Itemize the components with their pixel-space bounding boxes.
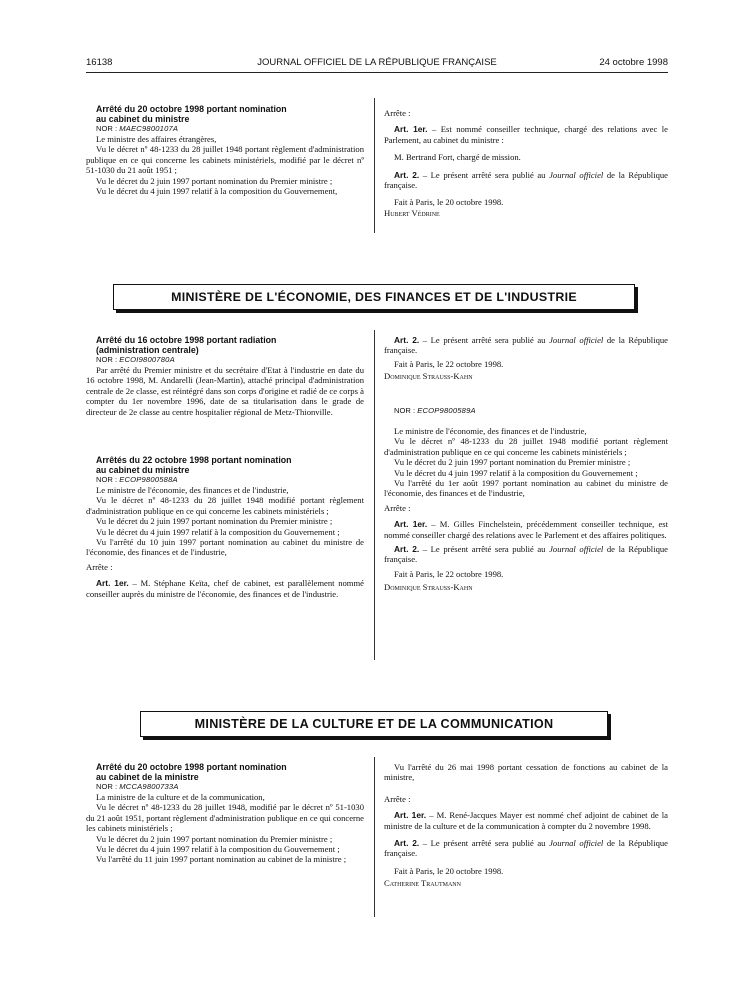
article-2: Art. 2. – Le présent arrêté sera publié au Journal officiel de la République française. (384, 838, 668, 859)
article-label: Art. 1er. (394, 519, 428, 530)
article-label: Art. 1er. (394, 124, 428, 135)
paragraph: Vu le décret du 4 juin 1997 relatif à la composition du Gouvernement ; (96, 526, 340, 537)
article-label: Art. 1er. (96, 578, 129, 589)
arrete-title: au cabinet de la ministre (96, 772, 199, 782)
section3-right-column (384, 335, 668, 381)
paragraph: Vu le décret du 2 juin 1997 portant nomination du Premier ministre ; (96, 516, 333, 527)
signature: Hubert Védrine (384, 207, 440, 218)
paragraph: Vu le décret du 4 juin 1997 relatif à la composition du Gouvernement ; (96, 844, 340, 855)
journal-title: JOURNAL OFFICIEL DE LA RÉPUBLIQUE FRANÇAISE (257, 57, 497, 68)
nor-reference: NOR : MCCA9800733A (96, 782, 179, 791)
paragraph: Vu le décret du 2 juin 1997 portant nomination du Premier ministre ; (96, 833, 333, 844)
arrete-label: Arrête : (384, 793, 411, 804)
article-2: Art. 2. – Le présent arrêté sera publié au Journal officiel de la République française. (384, 169, 668, 191)
arrete-title: au cabinet du ministre (96, 465, 190, 475)
section5-left-column (86, 762, 364, 865)
paragraph: Vu le décret nº 48-1233 du 28 juillet 1948, modifié par le décret nº 51-1030 du 21 août 1951, portant règlement d'administration publique en ce qui concerne les cabinets ministériels ; (86, 802, 364, 834)
section3-left-column (86, 455, 364, 599)
page-header (86, 57, 668, 71)
appointee: M. Bertrand Fort, chargé de mission. (394, 152, 521, 163)
article-1: Art. 1er. – Est nommé conseiller technique, chargé des relations avec le Parlement, au cabinet du ministre : (384, 124, 668, 145)
signature: Dominique Strauss-Kahn (384, 582, 473, 593)
article-1: Art. 1er. – M. Stéphane Keïta, chef de cabinet, est parallèlement nommé conseiller auprès du ministre de l'économie, des finances et de l'industrie. (86, 578, 364, 599)
section1-right-column (384, 104, 668, 218)
paragraph: Vu le décret du 2 juin 1997 portant nomination du Premier ministre ; (96, 175, 333, 186)
section4-right-column (384, 406, 668, 592)
article-label: Art. 1er. (394, 810, 427, 821)
ministry-label: MINISTÈRE DE LA CULTURE ET DE LA COMMUNICATION (194, 717, 554, 731)
paragraph: Vu le décret nº 48-1233 du 28 juillet 1948 modifié portant règlement d'administration publique en ce qui concerne les cabinets ministériels ; (86, 495, 364, 516)
article-2: Art. 2. – Le présent arrêté sera publié au Journal officiel de la République française. (384, 335, 668, 356)
arrete-title: Arrêté du 20 octobre 1998 portant nomination (96, 104, 287, 114)
paragraph: Vu le décret du 4 juin 1997 relatif à la composition du Gouvernement ; (394, 467, 638, 478)
paragraph: Le ministre de l'économie, des finances et de l'industrie, (394, 426, 587, 436)
header-rule (86, 72, 668, 73)
section2-left-column (86, 335, 364, 417)
article-label: Art. 2. (394, 544, 420, 555)
arrete-label: Arrête : (384, 108, 411, 118)
paragraph: Par arrêté du Premier ministre et du secrétaire d'Etat à l'industrie en date du 16 octobre 1998, M. Andarelli (Jean-Martin), attaché principal d'administration centrale de 2e classe, est réintégré dans son corps d'origine et radié de ce corps à compter du 1er novembre 1996, date de sa titularisation dans le grade de directeur de 2e classe au centre hospitalier régional de Metz-Thionville. (86, 365, 364, 417)
fait-a-paris: Fait à Paris, le 22 octobre 1998. (394, 358, 504, 369)
paragraph: Vu le décret nº 48-1233 du 28 juillet 1948 portant règlement d'administration publique en ce qui concerne les cabinets ministériels, modifié par le décret nº 51-1030 du 21 août 1951 ; (86, 144, 364, 176)
arrete-label: Arrête : (384, 502, 411, 513)
signature: Dominique Strauss-Kahn (384, 371, 473, 382)
paragraph: Vu l'arrêté du 1er août 1997 portant nomination au cabinet du ministre de l'économie, des finances et de l'industrie, (384, 478, 668, 499)
issue-date: 24 octobre 1998 (599, 57, 668, 68)
arrete-title: Arrêté du 16 octobre 1998 portant radiation (96, 335, 277, 345)
paragraph: Le ministre des affaires étrangères, (96, 134, 217, 144)
arrete-label: Arrête : (86, 561, 113, 572)
nor-code: ECOI9800780A (119, 355, 175, 364)
arrete-title: (administration centrale) (96, 345, 199, 355)
paragraph: Vu le décret du 2 juin 1997 portant nomination du Premier ministre ; (394, 457, 631, 468)
paragraph: Vu l'arrêté du 11 juin 1997 portant nomination au cabinet de la ministre ; (96, 854, 347, 865)
page-number: 16138 (86, 57, 113, 68)
arrete-title: Arrêté du 20 octobre 1998 portant nomination (96, 762, 287, 772)
section5-right-column (384, 762, 668, 888)
ministry-heading-economy (113, 284, 635, 310)
nor-code: MAEC9800107A (119, 124, 179, 133)
nor-reference: NOR : ECOI9800780A (96, 355, 175, 364)
article-1: Art. 1er. – M. Gilles Finchelstein, précédemment conseiller technique, est nommé conseiller chargé des relations avec le Parlement et des affaires politiques. (384, 519, 668, 540)
column-divider (374, 330, 375, 660)
section1-left-column (86, 104, 364, 196)
signature: Catherine Trautmann (384, 878, 461, 889)
nor-code: ECOP9800589A (417, 406, 476, 415)
fait-a-paris: Fait à Paris, le 20 octobre 1998. (394, 197, 504, 208)
nor-reference: NOR : ECOP9800588A (96, 475, 178, 484)
paragraph: Vu l'arrêté du 26 mai 1998 portant cessation de fonctions au cabinet de la ministre, (384, 762, 668, 783)
paragraph: La ministre de la culture et de la communication, (96, 792, 265, 802)
article-label: Art. 2. (394, 169, 420, 180)
ministry-heading-culture (140, 711, 608, 737)
article-2: Art. 2. – Le présent arrêté sera publié au Journal officiel de la République française. (384, 544, 668, 565)
article-1: Art. 1er. – M. René-Jacques Mayer est nommé chef adjoint de cabinet de la ministre de la culture et de la communication à compter du 2 novembre 1998. (384, 810, 668, 831)
arrete-title: Arrêtés du 22 octobre 1998 portant nomination (96, 455, 292, 465)
arrete-title: au cabinet du ministre (96, 114, 190, 124)
nor-code: ECOP9800588A (119, 475, 178, 484)
fait-a-paris: Fait à Paris, le 20 octobre 1998. (394, 865, 504, 876)
nor-reference: NOR : ECOP9800589A (394, 406, 476, 415)
nor-code: MCCA9800733A (119, 782, 179, 791)
paragraph: Le ministre de l'économie, des finances et de l'industrie, (96, 485, 289, 495)
paragraph: Vu le décret nº 48-1233 du 28 juillet 1948 modifié portant règlement d'administration publique en ce qui concerne les cabinets ministériels ; (384, 436, 668, 457)
column-divider (374, 98, 375, 233)
article-label: Art. 2. (394, 838, 420, 849)
paragraph: Vu le décret du 4 juin 1997 relatif à la composition du Gouvernement, (96, 186, 338, 197)
fait-a-paris: Fait à Paris, le 22 octobre 1998. (394, 568, 504, 579)
ministry-label: MINISTÈRE DE L'ÉCONOMIE, DES FINANCES ET DE L'INDUSTRIE (171, 290, 577, 304)
paragraph: Vu l'arrêté du 10 juin 1997 portant nomination au cabinet du ministre de l'économie, des finances et de l'industrie, (86, 537, 364, 558)
column-divider (374, 757, 375, 917)
nor-reference: NOR : MAEC9800107A (96, 124, 179, 133)
article-label: Art. 2. (394, 335, 420, 345)
